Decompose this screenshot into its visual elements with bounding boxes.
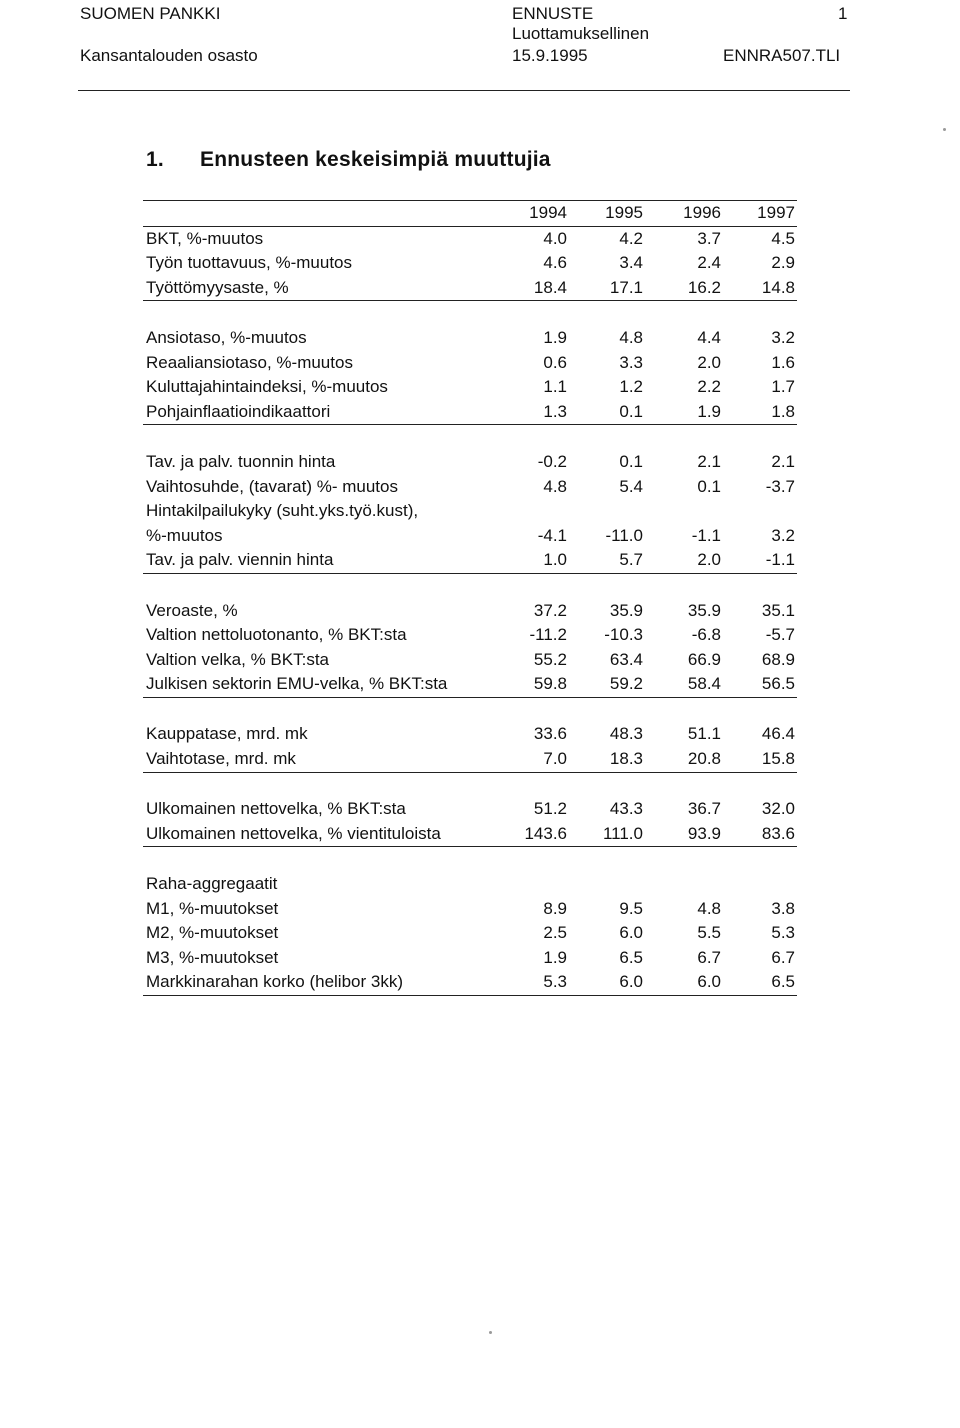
- row-label: Ansiotaso, %-muutos: [146, 327, 307, 347]
- value-cell: 5.4: [619, 476, 643, 496]
- row-label: Vaihtosuhde, (tavarat) %- muutos: [146, 476, 398, 496]
- value-cell: 1.1: [543, 377, 567, 397]
- value-cell: 2.1: [697, 451, 721, 471]
- table-row: [143, 623, 797, 648]
- value-cell: -11.2: [529, 625, 567, 645]
- value-cell: 2.5: [543, 923, 567, 943]
- value-cell: -4.1: [537, 525, 567, 545]
- value-cell: 1.3: [543, 401, 567, 421]
- value-cell: 0.1: [619, 451, 643, 471]
- value-cell: 143.6: [524, 823, 567, 843]
- table-row: [143, 450, 797, 475]
- value-cell: 2.0: [697, 352, 721, 372]
- value-cell: 18.4: [533, 277, 567, 297]
- value-cell: 35.9: [687, 600, 721, 620]
- value-cell: 93.9: [687, 823, 721, 843]
- group-spacer: [143, 773, 797, 798]
- value-cell: 6.5: [619, 947, 643, 967]
- year-header: 1995: [605, 203, 643, 222]
- value-cell: 4.0: [543, 228, 567, 248]
- value-cell: 5.7: [619, 550, 643, 570]
- value-cell: 43.3: [609, 799, 643, 819]
- value-cell: 33.6: [533, 724, 567, 744]
- value-cell: 15.8: [761, 749, 795, 769]
- table-row: [143, 946, 797, 971]
- value-cell: 20.8: [687, 749, 721, 769]
- table-row: [143, 375, 797, 400]
- value-cell: 66.9: [687, 649, 721, 669]
- value-cell: 6.0: [697, 972, 721, 992]
- value-cell: 2.1: [771, 451, 795, 471]
- table-row: [143, 872, 797, 897]
- table-row: [143, 524, 797, 549]
- year-header: 1994: [529, 203, 567, 222]
- value-cell: 4.8: [697, 898, 721, 918]
- table-row: [143, 351, 797, 376]
- value-cell: 35.9: [609, 600, 643, 620]
- row-label: Ulkomainen nettovelka, % vientituloista: [146, 823, 441, 843]
- year-header: 1996: [683, 203, 721, 222]
- value-cell: 1.8: [771, 401, 795, 421]
- table-row: [143, 499, 797, 524]
- table-body: [143, 227, 797, 996]
- value-cell: 6.5: [771, 972, 795, 992]
- table-row: [143, 648, 797, 673]
- value-cell: 1.0: [543, 550, 567, 570]
- group-spacer: [143, 425, 797, 450]
- value-cell: 6.7: [771, 947, 795, 967]
- row-label: M3, %-muutokset: [146, 947, 279, 967]
- row-label: BKT, %-muutos: [146, 228, 264, 248]
- value-cell: 63.4: [609, 649, 643, 669]
- value-cell: 0.1: [619, 401, 643, 421]
- table-row: [143, 326, 797, 351]
- value-cell: 56.5: [761, 674, 795, 694]
- value-cell: 2.2: [697, 377, 721, 397]
- value-cell: -1.1: [765, 550, 795, 570]
- value-cell: 6.0: [619, 923, 643, 943]
- table-row: [143, 251, 797, 276]
- row-label: Markkinarahan korko (helibor 3kk): [146, 972, 403, 992]
- value-cell: 37.2: [533, 600, 567, 620]
- table-row: [143, 747, 797, 773]
- header-divider: [78, 90, 850, 91]
- value-cell: 51.2: [533, 799, 567, 819]
- table-row: [143, 548, 797, 574]
- value-cell: 2.0: [697, 550, 721, 570]
- value-cell: -3.7: [765, 476, 795, 496]
- value-cell: 3.2: [771, 327, 795, 347]
- row-label: Vaihtotase, mrd. mk: [146, 749, 296, 769]
- scan-speck: [943, 128, 946, 131]
- value-cell: -10.3: [604, 625, 643, 645]
- page-number: 1: [838, 4, 848, 23]
- section-number: 1.: [146, 148, 164, 171]
- value-cell: 1.2: [619, 377, 643, 397]
- value-cell: 5.3: [771, 923, 795, 943]
- value-cell: -5.7: [765, 625, 795, 645]
- row-label: Kauppatase, mrd. mk: [146, 724, 308, 744]
- value-cell: 3.2: [771, 525, 795, 545]
- table-row: [143, 722, 797, 747]
- document-type: ENNUSTE: [512, 4, 594, 23]
- value-cell: 1.9: [697, 401, 721, 421]
- value-cell: 58.4: [687, 674, 721, 694]
- value-cell: 9.5: [619, 898, 643, 918]
- scan-speck: [489, 1331, 492, 1334]
- value-cell: 4.2: [619, 228, 643, 248]
- value-cell: 16.2: [687, 277, 721, 297]
- row-label: Ulkomainen nettovelka, % BKT:sta: [146, 799, 406, 819]
- row-label: Reaaliansiotaso, %-muutos: [146, 352, 353, 372]
- row-label: Hintakilpailukyky (suht.yks.työ.kust),: [146, 501, 419, 521]
- value-cell: 32.0: [761, 799, 795, 819]
- value-cell: -11.0: [605, 525, 643, 545]
- table-row: [143, 797, 797, 822]
- value-cell: 83.6: [761, 823, 795, 843]
- value-cell: -1.1: [691, 525, 721, 545]
- value-cell: 6.7: [697, 947, 721, 967]
- value-cell: 1.9: [543, 947, 567, 967]
- value-cell: 5.5: [697, 923, 721, 943]
- value-cell: 48.3: [609, 724, 643, 744]
- row-label: Raha-aggregaatit: [146, 874, 278, 894]
- value-cell: 55.2: [533, 649, 567, 669]
- value-cell: 4.5: [771, 228, 795, 248]
- value-cell: 59.2: [609, 674, 643, 694]
- section-title: [146, 148, 551, 172]
- value-cell: 8.9: [543, 898, 567, 918]
- table-row: [143, 599, 797, 624]
- group-spacer: [143, 301, 797, 326]
- group-spacer: [143, 698, 797, 723]
- department-name: Kansantalouden osasto: [80, 46, 258, 65]
- value-cell: 3.8: [771, 898, 795, 918]
- value-cell: 4.8: [543, 476, 567, 496]
- year-header: 1997: [757, 203, 795, 222]
- value-cell: 5.3: [543, 972, 567, 992]
- value-cell: 1.9: [543, 327, 567, 347]
- value-cell: 2.9: [771, 253, 795, 273]
- value-cell: 46.4: [761, 724, 795, 744]
- value-cell: 59.8: [533, 674, 567, 694]
- value-cell: 51.1: [687, 724, 721, 744]
- group-spacer: [143, 574, 797, 599]
- value-cell: 0.1: [697, 476, 721, 496]
- value-cell: 0.6: [543, 352, 567, 372]
- value-cell: 4.4: [697, 327, 721, 347]
- value-cell: 111.0: [602, 823, 643, 843]
- table-row: [143, 227, 797, 252]
- table-row: [143, 672, 797, 698]
- org-name: SUOMEN PANKKI: [80, 4, 221, 23]
- table-row: [143, 897, 797, 922]
- value-cell: 3.3: [619, 352, 643, 372]
- table-header-row: [143, 200, 797, 227]
- table-row: [143, 276, 797, 302]
- table-row: [143, 400, 797, 426]
- file-name: ENNRA507.TLI: [723, 46, 841, 65]
- row-label: Julkisen sektorin EMU-velka, % BKT:sta: [146, 674, 448, 694]
- row-label: M1, %-muutokset: [146, 898, 279, 918]
- value-cell: 4.6: [543, 253, 567, 273]
- value-cell: 17.1: [609, 277, 643, 297]
- row-label: Työttömyysaste, %: [146, 277, 289, 297]
- value-cell: -0.2: [537, 451, 567, 471]
- value-cell: 68.9: [761, 649, 795, 669]
- value-cell: 3.4: [619, 253, 643, 273]
- value-cell: 4.8: [619, 327, 643, 347]
- row-label: Veroaste, %: [146, 600, 238, 620]
- value-cell: 18.3: [609, 749, 643, 769]
- value-cell: 3.7: [697, 228, 721, 248]
- row-label: M2, %-muutokset: [146, 923, 279, 943]
- table-row: [143, 475, 797, 500]
- row-label: Tav. ja palv. tuonnin hinta: [146, 451, 336, 471]
- table-row: [143, 970, 797, 996]
- value-cell: 36.7: [687, 799, 721, 819]
- row-label: Tav. ja palv. viennin hinta: [146, 550, 334, 570]
- row-label: %-muutos: [146, 525, 223, 545]
- section-title-text: Ennusteen keskeisimpiä muuttujia: [200, 148, 551, 171]
- row-label: Työn tuottavuus, %-muutos: [146, 253, 352, 273]
- value-cell: 14.8: [761, 277, 795, 297]
- document-date: 15.9.1995: [512, 46, 588, 65]
- group-spacer: [143, 847, 797, 872]
- value-cell: 7.0: [543, 749, 567, 769]
- row-label: Pohjainflaatioindikaattori: [146, 401, 331, 421]
- value-cell: 2.4: [697, 253, 721, 273]
- value-cell: 35.1: [761, 600, 795, 620]
- forecast-table: [143, 200, 797, 996]
- table-row: [143, 921, 797, 946]
- row-label: Valtion velka, % BKT:sta: [146, 649, 329, 669]
- value-cell: 1.7: [771, 377, 795, 397]
- value-cell: 1.6: [771, 352, 795, 372]
- value-cell: -6.8: [691, 625, 721, 645]
- value-cell: 6.0: [619, 972, 643, 992]
- row-label: Valtion nettoluotonanto, % BKT:sta: [146, 625, 407, 645]
- table-row: [143, 822, 797, 848]
- row-label: Kuluttajahintaindeksi, %-muutos: [146, 377, 388, 397]
- confidentiality-label: Luottamuksellinen: [512, 24, 650, 43]
